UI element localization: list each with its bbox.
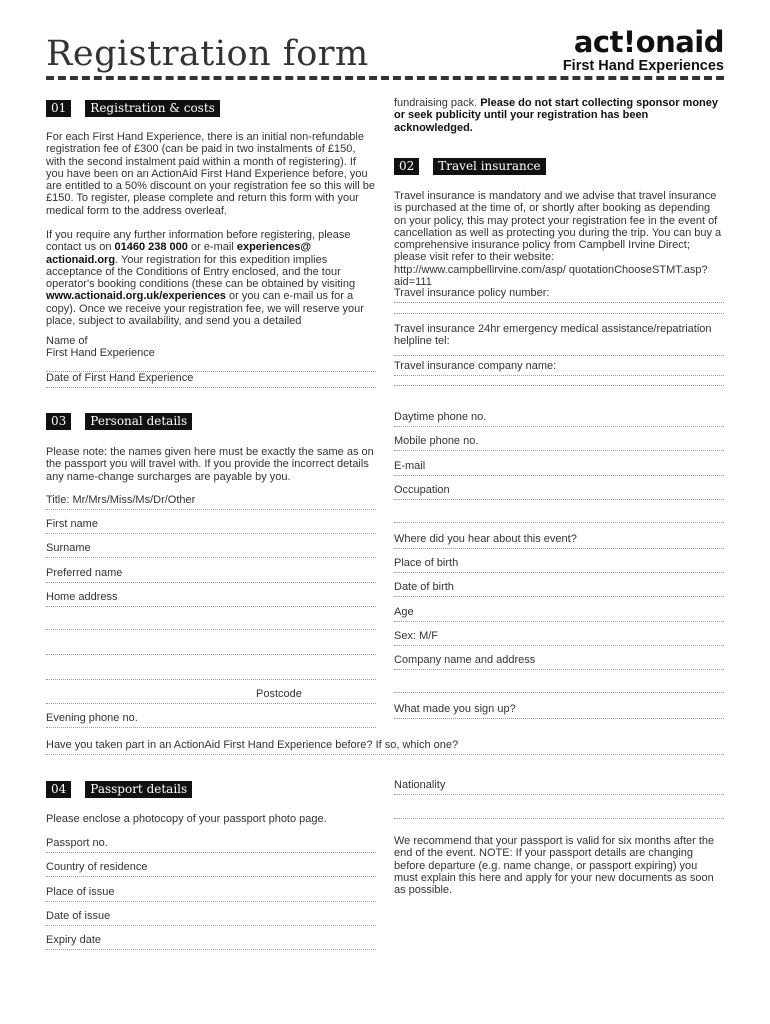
registration-fee-paragraph: For each First Hand Experience, there is an initial non-refundable registration fee of £300 (can be paid in two instalments of £150, with the second instalment paid within a month of registering). If you have been on an ActionAid First Hand Experience before, you are entitled to a 50% discount on your registration fee so this will be £150. To register, please complete and return this form with your medical form to the address overleaf. (46, 131, 375, 217)
date-of-birth-field[interactable]: Date of birth (394, 581, 724, 597)
postcode-label: Postcode (256, 688, 302, 700)
first-name-field[interactable]: First name (46, 518, 376, 534)
helpline-field[interactable]: Travel insurance 24hr emergency medical assistance/repatriation helpline tel: (394, 323, 724, 356)
fhe-name-field[interactable]: Name of First Hand Experience (46, 335, 376, 372)
home-address-field[interactable]: Home address (46, 591, 376, 607)
occupation-line-2[interactable] (394, 521, 724, 523)
company-address-line-2[interactable] (394, 691, 724, 693)
company-address-field[interactable]: Company name and address (394, 654, 724, 670)
section-label: Personal details (85, 413, 192, 430)
postcode-field[interactable] (46, 688, 376, 704)
section-04-header (46, 781, 376, 798)
passport-validity-note: We recommend that your passport is valid for six months after the end of the event. NOTE: If your passport details are changing before departure (e.g. name change, or passport expiring) you must explain this here and apply for your new documents as soon as possible. (394, 835, 715, 897)
section-number: 04 (46, 781, 71, 798)
hear-about-field[interactable]: Where did you hear about this event? (394, 533, 724, 549)
expiry-date-field[interactable]: Expiry date (46, 934, 376, 950)
section-03-header (46, 413, 376, 430)
address-line-4[interactable] (46, 678, 376, 680)
insurance-company-line[interactable] (394, 384, 724, 386)
age-field[interactable]: Age (394, 606, 724, 622)
section-01-header (46, 100, 376, 117)
policy-number-field[interactable]: Travel insurance policy number: (394, 287, 724, 303)
country-of-residence-field[interactable]: Country of residence (46, 861, 376, 877)
nationality-field[interactable]: Nationality (394, 779, 724, 795)
section-label: Travel insurance (433, 158, 545, 175)
travel-insurance-paragraph: Travel insurance is mandatory and we advise that travel insurance is purchased at the time of, or shortly after booking as depending on your policy, this may protect your registration fee in the event of cancellation as well as protecting you during the trip. You can buy a comprehensive insurance policy from Campbell Irvine Direct; please visit refer to their website: http://www.campbellirvine.com/asp/ quotationChooseSTMT.asp?aid=111 (394, 190, 722, 289)
title-field[interactable]: Title: Mr/Mrs/Miss/Ms/Dr/Other (46, 494, 376, 510)
sex-field[interactable]: Sex: M/F (394, 630, 724, 646)
logo-wordmark: act!onaid (573, 25, 724, 59)
passport-name-note: Please note: the names given here must be exactly the same as on the passport you will travel with. If you provide the incorrect details any name-change surcharges are payable by you. (46, 446, 374, 483)
logo-subtitle: First Hand Experiences (562, 58, 724, 74)
policy-number-line[interactable] (394, 312, 724, 314)
occupation-field[interactable]: Occupation (394, 484, 724, 500)
passport-number-field[interactable]: Passport no. (46, 837, 376, 853)
preferred-name-field[interactable]: Preferred name (46, 567, 376, 583)
address-line-3[interactable] (46, 653, 376, 655)
contact-paragraph: If you require any further information before registering, please contact us on 01460 238 000 or e-mail experiences@ actionaid.org. Your registration for this expedition implies acceptance of the Conditions of Entry enclosed, and the tour operator's booking conditions (these can be obtained by visiting www.actionaid.org.uk/experiences or you can e-mail us for a copy). Once we receive your registration fee, we will reserve your place, subject to availability, and send you a detailed (46, 229, 364, 328)
enclose-photocopy-note: Please enclose a photocopy of your passport photo page. (46, 813, 327, 825)
contact-phone: 01460 238 000 (114, 241, 188, 254)
place-of-birth-field[interactable]: Place of birth (394, 557, 724, 573)
sign-up-reason-field[interactable]: What made you sign up? (394, 703, 724, 719)
contact-email[interactable]: experiences@ actionaid.org (46, 241, 312, 266)
header-divider (46, 76, 724, 80)
actionaid-logo (563, 26, 724, 74)
nationality-line-2[interactable] (394, 817, 724, 819)
mobile-phone-field[interactable]: Mobile phone no. (394, 435, 724, 451)
fundraising-pack-paragraph: fundraising pack. Please do not start collecting sponsor money or seek publicity until your registration has been acknowledged. (394, 97, 718, 134)
section-number: 03 (46, 413, 71, 430)
website-link[interactable]: www.actionaid.org.uk/experiences (46, 290, 226, 303)
section-number: 01 (46, 100, 71, 117)
insurance-company-field[interactable]: Travel insurance company name: (394, 360, 724, 376)
page-title: Registration form (46, 34, 369, 74)
daytime-phone-field[interactable]: Daytime phone no. (394, 411, 724, 427)
evening-phone-field[interactable]: Evening phone no. (46, 712, 376, 728)
place-of-issue-field[interactable]: Place of issue (46, 886, 376, 902)
section-02-header (394, 158, 724, 175)
previous-experience-field[interactable]: Have you taken part in an ActionAid First Hand Experience before? If so, which one? (46, 739, 724, 755)
fhe-date-field[interactable]: Date of First Hand Experience (46, 372, 376, 388)
address-line-2[interactable] (46, 628, 376, 630)
section-label: Passport details (85, 781, 192, 798)
surname-field[interactable]: Surname (46, 542, 376, 558)
email-field[interactable]: E-mail (394, 460, 724, 476)
date-of-issue-field[interactable]: Date of issue (46, 910, 376, 926)
section-number: 02 (394, 158, 419, 175)
section-label: Registration & costs (85, 100, 220, 117)
